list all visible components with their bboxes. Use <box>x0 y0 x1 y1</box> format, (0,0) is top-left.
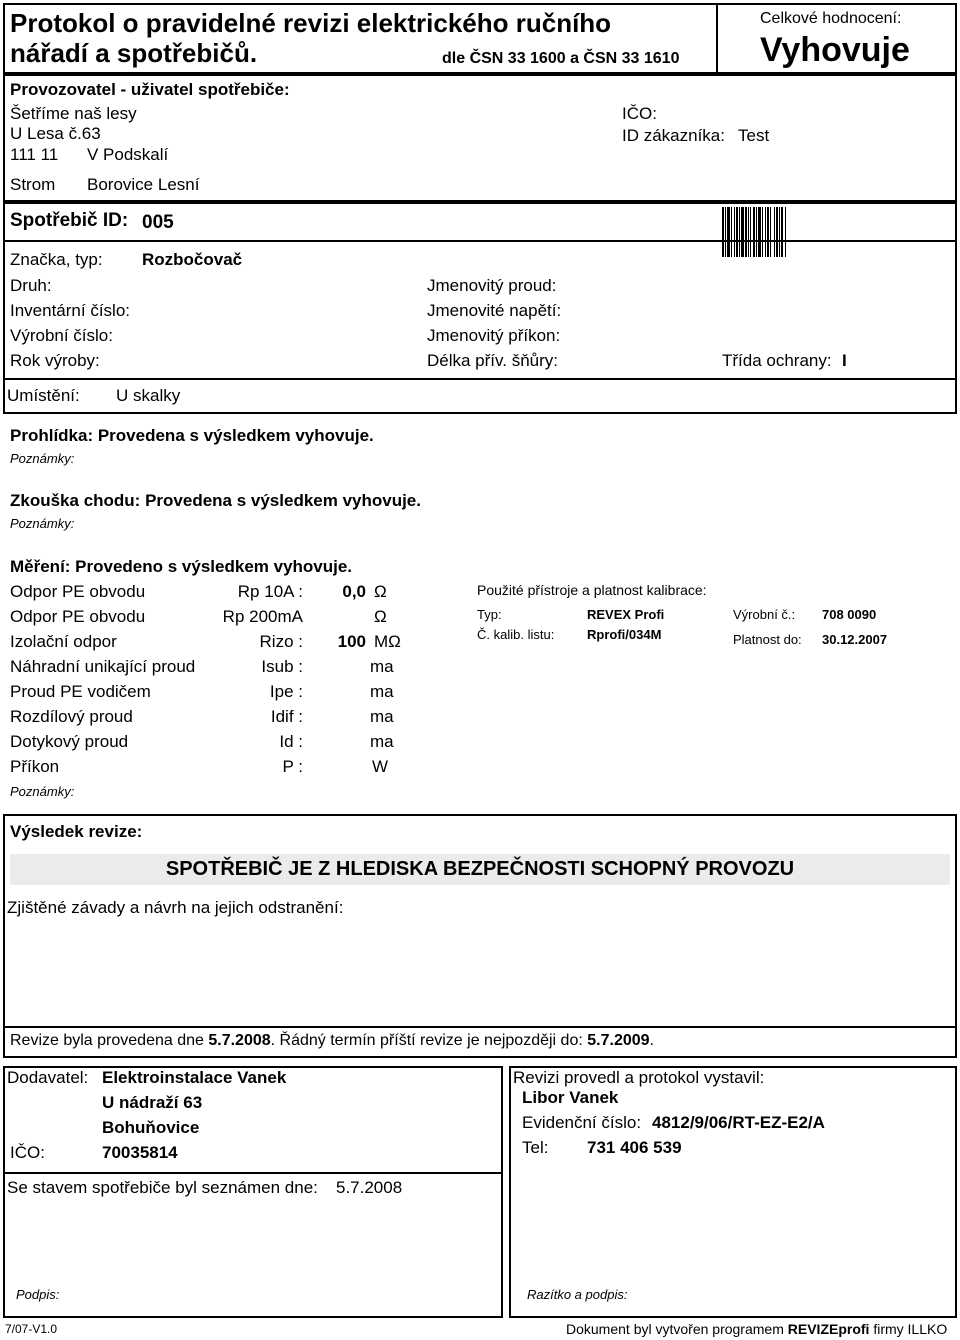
calibration-value: Rprofi/034M <box>587 627 662 642</box>
done-prefix: Revize byla provedena dne <box>10 1032 204 1049</box>
registration-label: Evidenční číslo: <box>522 1113 642 1132</box>
revisor-name: Libor Vanek <box>522 1088 619 1107</box>
measure-unit: MΩ <box>374 632 401 651</box>
measure-symbol: Isub : <box>261 657 303 676</box>
customer-id-value: Test <box>738 126 770 145</box>
acquainted-date: 5.7.2008 <box>336 1178 403 1197</box>
supplier-ico-value: 70035814 <box>102 1143 178 1162</box>
acquainted-label: Se stavem spotřebiče byl seznámen dne: <box>7 1178 318 1197</box>
result-banner: SPOTŘEBIČ JE Z HLEDISKA BEZPEČNOSTI SCHOPNÝ PROVOZU <box>165 858 795 880</box>
measure-symbol: P : <box>282 757 303 776</box>
measure-name: Příkon <box>10 757 60 776</box>
next-date: 5.7.2009 <box>587 1032 650 1049</box>
measure-unit: ma <box>370 657 394 676</box>
measure-unit: ma <box>370 707 394 726</box>
result-frame <box>3 814 957 1028</box>
measure-unit: Ω <box>374 607 387 626</box>
supplier-city: Bohuňovice <box>102 1118 200 1137</box>
serial-label: Výrobní číslo: <box>10 326 113 345</box>
voltage-label: Jmenovité napětí: <box>427 301 562 320</box>
class-label: Třída ochrany: <box>722 351 832 370</box>
measure-name: Izolační odpor <box>10 632 117 651</box>
measure-name: Odpor PE obvodu <box>10 607 146 626</box>
operator-label: Provozovatel - uživatel spotřebiče: <box>10 80 290 99</box>
year-label: Rok výroby: <box>10 351 100 370</box>
druh-label: Druh: <box>10 276 52 295</box>
measure-symbol: Id : <box>279 732 303 751</box>
tel-label: Tel: <box>522 1138 549 1157</box>
footer-credit <box>566 1321 947 1337</box>
next-prefix: . Řádný termín příští revize je nejpozději do: <box>270 1032 583 1049</box>
location-label: Umístění: <box>7 386 80 405</box>
cord-length-label: Délka přív. šňůry: <box>427 351 559 370</box>
supplier-street: U nádraží 63 <box>102 1093 203 1112</box>
inventory-label: Inventární číslo: <box>10 301 131 320</box>
calibration-label: Č. kalib. listu: <box>477 627 555 642</box>
id-row-divider <box>3 240 957 242</box>
revisor-label: Revizi provedl a protokol vystavil: <box>513 1068 765 1087</box>
measure-name: Náhradní unikající proud <box>10 657 196 676</box>
supplier-divider <box>3 1172 503 1174</box>
header-divider <box>716 3 718 74</box>
instrument-type-label: Typ: <box>477 607 502 622</box>
measure-name: Rozdílový proud <box>10 707 133 726</box>
operator-street: U Lesa č.63 <box>10 124 101 143</box>
norm-reference: dle ČSN 33 1600 a ČSN 33 1610 <box>442 50 680 67</box>
current-label: Jmenovitý proud: <box>427 276 557 295</box>
validity-label: Platnost do: <box>733 632 802 647</box>
overall-label: Celkové hodnocení: <box>760 10 902 27</box>
location-value: U skalky <box>116 386 181 405</box>
customer-id-label: ID zákazníka: <box>622 126 725 145</box>
supplier-ico-label: IČO: <box>10 1143 45 1162</box>
supplier-name: Elektroinstalace Vanek <box>102 1068 287 1087</box>
measure-unit: Ω <box>374 582 387 601</box>
brand-value: Rozbočovač <box>142 250 243 269</box>
instrument-type-value: REVEX Profi <box>587 607 665 622</box>
operator-ico-label: IČO: <box>622 104 657 123</box>
measure-unit: ma <box>370 732 394 751</box>
strom-label: Strom <box>10 175 56 194</box>
footer-program: REVIZEprofi <box>787 1321 870 1337</box>
footer-prefix: Dokument byl vytvořen programem <box>566 1321 784 1337</box>
appliance-id-value: 005 <box>142 212 174 233</box>
footer-version: 7/07-V1.0 <box>5 1322 58 1336</box>
measure-symbol: Rizo : <box>259 632 303 651</box>
measure-name: Proud PE vodičem <box>10 682 151 701</box>
brand-label: Značka, typ: <box>10 250 103 269</box>
class-value: I <box>842 351 847 370</box>
measure-symbol: Idif : <box>270 707 303 726</box>
power-label: Jmenovitý příkon: <box>427 326 561 345</box>
instrument-serial-label: Výrobní č.: <box>733 607 796 622</box>
run-test-line: Zkouška chodu: Provedena s výsledkem vyhovuje. <box>10 491 421 510</box>
revision-dates-line <box>10 1032 654 1050</box>
defects-label: Zjištěné závady a návrh na jejich odstranění: <box>7 898 344 917</box>
done-date: 5.7.2008 <box>208 1032 271 1049</box>
strom-value: Borovice Lesní <box>87 175 200 194</box>
inspection-line: Prohlídka: Provedena s výsledkem vyhovuje. <box>10 426 374 445</box>
measurement-notes-label: Poznámky: <box>10 784 75 799</box>
measurement-line: Měření: Provedeno s výsledkem vyhovuje. <box>10 557 353 576</box>
measure-value: 0,0 <box>342 582 366 601</box>
measure-symbol: Ipe : <box>269 682 303 701</box>
footer-suffix: firmy ILLKO <box>873 1321 948 1337</box>
signature-label: Podpis: <box>16 1287 60 1302</box>
end-dot: . <box>649 1032 654 1049</box>
result-label: Výsledek revize: <box>10 822 143 841</box>
operator-zip: 111 11 <box>10 145 59 164</box>
measure-symbol: Rp 200mA <box>222 607 303 626</box>
appliance-id-label: Spotřebič ID: <box>10 210 129 231</box>
instruments-heading: Použité přístroje a platnost kalibrace: <box>477 582 707 598</box>
measure-symbol: Rp 10A : <box>237 582 303 601</box>
supplier-label: Dodavatel: <box>7 1068 89 1087</box>
operator-name: Šetříme naš lesy <box>10 104 137 123</box>
location-row-divider <box>3 378 957 380</box>
validity-value: 30.12.2007 <box>822 632 888 647</box>
registration-value: 4812/9/06/RT-EZ-E2/A <box>652 1113 825 1132</box>
measure-name: Dotykový proud <box>10 732 129 751</box>
page-title-line1: Protokol o pravidelné revizi elektrického ručního <box>10 8 612 38</box>
overall-value: Vyhovuje <box>760 31 910 69</box>
instrument-serial-value: 708 0090 <box>822 607 877 622</box>
page-title-line2: nářadí a spotřebičů. <box>10 38 258 68</box>
inspection-notes-label: Poznámky: <box>10 451 75 466</box>
run-test-notes-label: Poznámky: <box>10 516 75 531</box>
measure-unit: ma <box>370 682 394 701</box>
measure-value: 100 <box>337 632 366 651</box>
stamp-label: Razítko a podpis: <box>527 1287 628 1302</box>
measure-name: Odpor PE obvodu <box>10 582 146 601</box>
operator-city: V Podskalí <box>87 145 169 164</box>
barcode-image <box>722 207 810 259</box>
measure-unit: W <box>372 757 389 776</box>
tel-value: 731 406 539 <box>587 1138 682 1157</box>
